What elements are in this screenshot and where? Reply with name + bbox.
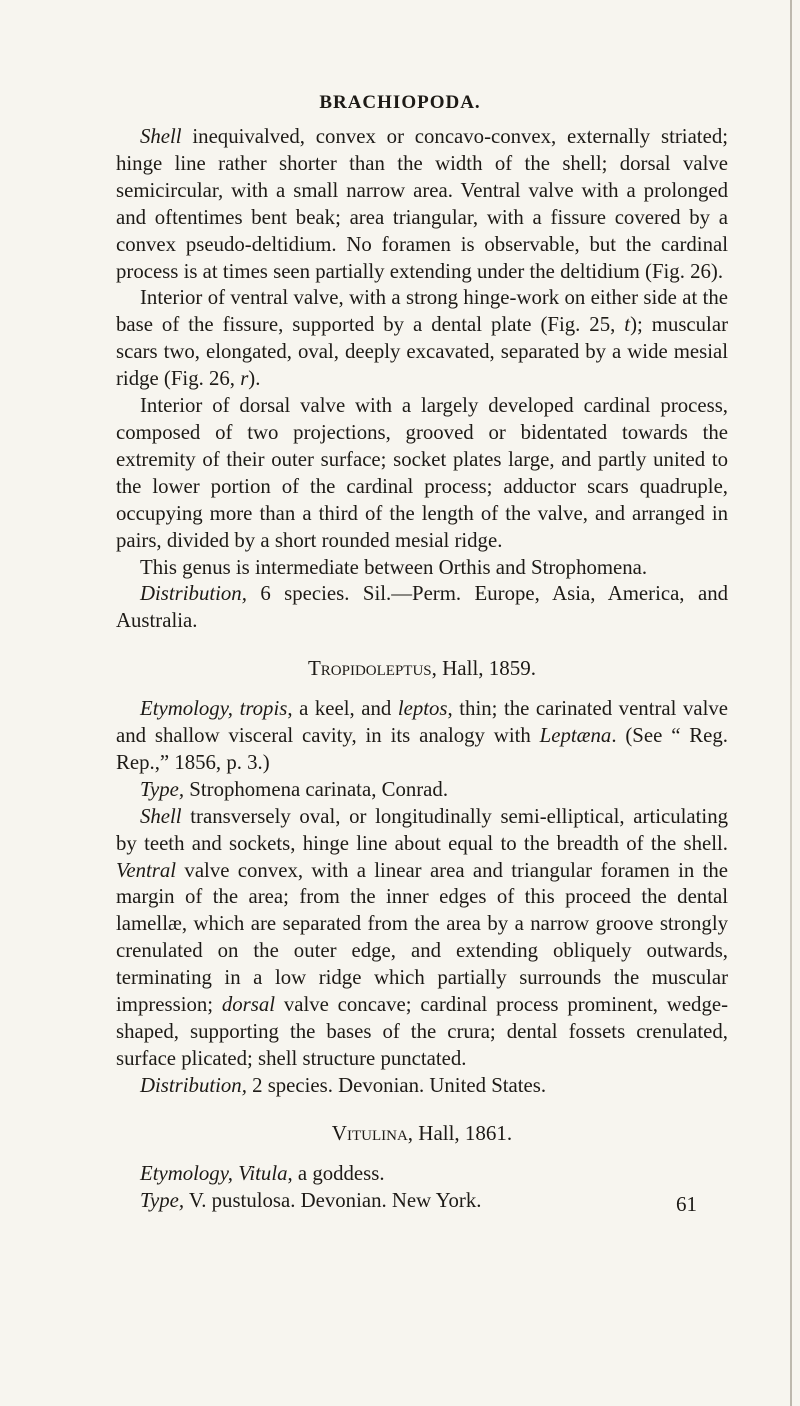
italic-word: tropis <box>239 697 288 721</box>
paragraph-text: inequivalved, convex or concavo-convex, externally striated; hinge line rather shorter than the width of the shell; dorsal valve semicircular, with a small narrow area. Ventral valve with a prolonged and oftentimes bent beak; area triangular, with a fissure covered by a convex pseudo-deltidium. No foramen is observable, but the cardinal process is at times seen partially extending under the deltidium (Fig. 26). <box>116 125 728 283</box>
paragraph-text: Interior of ventral valve, with a strong hinge-work on either side at the base of the fissure, supported by a dental plate (Fig. 25, <box>116 286 728 337</box>
paragraph-text: , thin; the carinated ventral valve and shallow visceral cavity, in its analogy with <box>116 697 728 748</box>
italic-term: Etymology, <box>140 1161 233 1185</box>
italic-figure-letter: r <box>240 367 249 391</box>
italic-term: Shell <box>140 125 182 148</box>
paragraph-text: valve concave; cardinal process prominent, wedge-shaped, supporting the bases of the crura; dental fossets crenulated, surface plicated; shell structure punctated. <box>116 993 728 1070</box>
genus-name: Tropidoleptus <box>307 656 432 681</box>
paragraph-etymology <box>116 1161 728 1188</box>
paragraph-genus-relation: This genus is intermediate between Orthis and Strophomena. <box>140 555 648 579</box>
paragraph-type <box>116 777 728 804</box>
italic-term: Type, <box>140 777 185 801</box>
paragraph-text: 2 species. Devonian. United States. <box>246 1073 547 1097</box>
paragraph-shell-tropidoleptus <box>116 804 728 1073</box>
italic-word: Vitula <box>238 1161 288 1185</box>
paragraph-text: . (See “ Reg. Rep.,” 1856, p. 3.) <box>116 724 729 774</box>
paragraph-text: ); muscular scars two, elongated, oval, deeply excavated, separated by a wide mesial ridge (Fig. 26, <box>116 313 728 391</box>
page-edge <box>790 0 792 1406</box>
paragraph-text: , a keel, and <box>287 697 398 721</box>
paragraph-text: 6 species. Sil.—Perm. Europe, Asia, America, and Australia. <box>116 582 728 633</box>
paragraph-text: ). <box>248 367 261 391</box>
italic-word: Ventral <box>116 858 177 882</box>
italic-figure-letter: t <box>624 313 631 337</box>
paragraph-text: valve convex, with a linear area and triangular foramen in the margin of the area; from the inner edges of this proceed the dental lamellæ, which are separated from the area by a narrow groove strongly crenulated on the outer edge, and extending obliquely outwards, terminating in a low ridge which partially surrounds the muscular impression; <box>116 858 728 1017</box>
genus-heading-vitulina <box>116 1120 728 1147</box>
paragraph-text: Strophomena carinata, Conrad. <box>184 777 449 801</box>
italic-word: dorsal <box>221 993 276 1017</box>
paragraph-etymology <box>116 696 728 777</box>
paragraph-text: , a goddess. <box>287 1161 385 1185</box>
body-text <box>116 124 728 1214</box>
genus-heading-tropidoleptus <box>116 655 728 682</box>
italic-term: Shell <box>140 804 182 828</box>
genus-name: Vitulina <box>331 1120 408 1145</box>
paragraph-ventral-interior <box>116 285 728 393</box>
paragraph-shell-description <box>116 124 728 285</box>
paragraph-text: transversely oval, or longitudinally semi-elliptical, articulating by teeth and sockets, hinge line about equal to the breadth of the shell. <box>116 804 728 855</box>
page-number: 61 <box>676 1192 697 1216</box>
italic-term: Distribution, <box>140 1073 247 1097</box>
paragraph-type <box>116 1188 728 1215</box>
paragraph-text: V. pustulosa. Devonian. New York. <box>184 1188 482 1212</box>
italic-term: Type, <box>140 1188 185 1212</box>
paragraph-dorsal-interior: Interior of dorsal valve with a largely developed cardinal process, composed of two projections, grooved or bidentated towards the extremity of their outer surface; socket plates large, and partly united to the lower portion of the cardinal process; adductor scars quadruple, occupying more than a third of the length of the valve, and arranged in pairs, divided by a short rounded mesial ridge. <box>116 394 728 552</box>
italic-word: Leptæna <box>539 724 612 748</box>
italic-term: Distribution, <box>140 582 247 606</box>
italic-term: Etymology, <box>140 697 233 721</box>
running-head: BRACHIOPODA. <box>319 92 481 113</box>
genus-author: , Hall, 1861. <box>407 1120 513 1145</box>
italic-word: leptos <box>397 697 448 721</box>
genus-author: , Hall, 1859. <box>431 656 537 681</box>
paragraph-distribution <box>116 581 728 635</box>
paragraph-distribution <box>116 1073 728 1100</box>
